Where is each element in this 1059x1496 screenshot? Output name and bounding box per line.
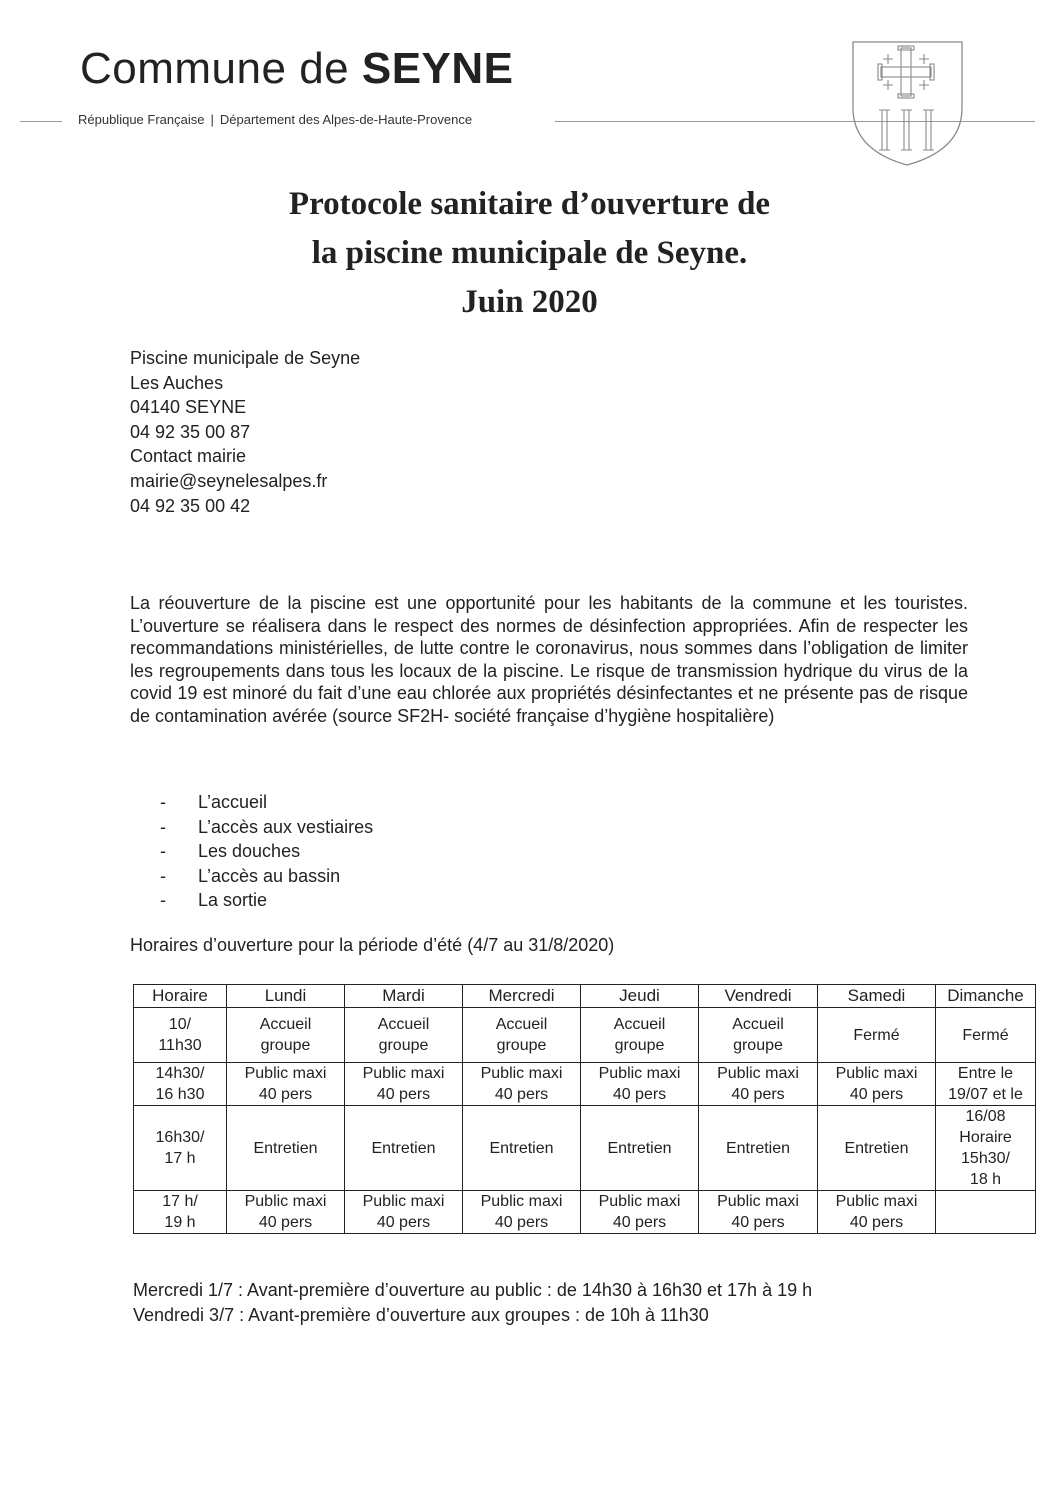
list-item [160,888,373,913]
schedule-cell [581,1191,699,1234]
title-line-1: Protocole sanitaire d’ouverture de [288,186,771,222]
schedule-cell [581,1063,699,1106]
brand-regular: Commune de [80,44,362,93]
schedule-cell-line: 40 pers [258,1214,313,1231]
schedule-cell-line: Entretien [844,1139,909,1157]
subline-right: Département des Alpes-de-Haute-Provence [219,112,473,127]
schedule-cell [227,1191,345,1234]
note-line: Mercredi 1/7 : Avant-première d’ouverture au public : de 14h30 à 16h30 et 17h à 19 h [133,1280,813,1300]
schedule-cell-line: Public maxi [362,1193,445,1210]
schedule-cell [581,1008,699,1063]
time-cell-line: 10/ [168,1016,192,1033]
title-line-3: Juin 2020 [461,284,598,320]
list-item [160,815,373,840]
schedule-cell-line: 16/08 [965,1108,1006,1125]
list-item-text: L’accueil [198,792,268,812]
table-row [134,1063,1036,1106]
schedule-cell-line: Horaire [959,1129,1012,1146]
schedule-cell-line: Fermé [962,1026,1009,1044]
schedule-body [134,1008,1036,1234]
subline-separator: | [210,112,214,127]
schedule-cell [463,1191,581,1234]
schedule-cell-line: Entre le [957,1065,1014,1082]
schedule-cell [936,1191,1036,1234]
bullet-dash: - [160,841,166,862]
schedule-table [133,984,1036,1234]
schedule-cell-line: Public maxi [598,1065,681,1082]
bullet-dash: - [160,865,166,886]
address-line: Piscine municipale de Seyne [130,348,361,368]
schedule-table-wrap [133,984,1036,1234]
bullet-dash: - [160,792,166,812]
time-cell-line: 19 h [164,1214,196,1231]
table-row [134,1008,1036,1063]
schedule-cell [463,1106,581,1191]
schedule-cell-line: Public maxi [835,1065,918,1082]
schedule-cell [936,1063,1036,1106]
column-header: Jeudi [581,985,699,1008]
list-item-text: L’accès au bassin [198,865,341,886]
column-header: Mardi [345,985,463,1008]
schedule-cell [699,1063,818,1106]
schedule-cell [463,1008,581,1063]
schedule-cell [581,1106,699,1191]
time-cell-line: 17 h/ [162,1193,198,1210]
schedule-cell-line: Public maxi [362,1065,445,1082]
schedule-cell [818,1063,936,1106]
schedule-cell-line: Public maxi [717,1065,799,1082]
schedule-cell-line: 40 pers [494,1086,549,1103]
column-header: Dimanche [936,985,1036,1008]
schedule-cell-line: 40 pers [849,1214,904,1231]
schedule-cell-line: 40 pers [376,1086,431,1103]
schedule-cell-line: groupe [378,1037,429,1054]
schedule-cell-line: 18 h [969,1171,1002,1188]
schedule-cell-line: Public maxi [717,1193,799,1210]
schedule-cell [227,1063,345,1106]
list-item [160,839,373,864]
intro-paragraph: La réouverture de la piscine est une opportunité pour les habitants de la commune et les touristes. L’ouverture se réalisera dans le respect des normes de désinfection appropriées. Afin de respecter les recommandations ministérielles, de lutte contre le coronavirus, nous sommes dans l’obligation de limiter les regroupements dans tous les locaux de la piscine. Le risque de transmission hydrique du virus de la covid 19 est minoré du fait d’une eau chlorée aux propriétés désinfectantes et ne présente pas de risque de contamination avérée (source SF2H- société française d’hygiène hospitalière) [130,593,968,726]
list-item [160,790,373,815]
brand-bold: SEYNE [361,44,514,93]
address-line: Contact mairie [130,446,247,467]
jerusalem-cross-coat-of-arms-icon [845,38,970,168]
address-line: 04140 SEYNE [130,397,247,418]
schedule-cell [345,1063,463,1106]
time-cell-line: 16 h30 [155,1086,205,1103]
list-item-text: La sortie [198,890,268,911]
table-header-row [134,985,1036,1008]
document-title [0,180,1059,327]
address-block [130,346,360,518]
schedule-cell [227,1008,345,1063]
title-line-2: la piscine municipale de Seyne. [311,235,748,271]
schedule-cell-line: Public maxi [244,1065,327,1082]
subline-left: République Française [78,112,205,127]
bullet-dash: - [160,890,166,911]
table-row [134,1106,1036,1191]
schedule-cell-line: groupe [614,1037,665,1054]
email-line: mairie@seynelesalpes.fr [130,470,328,491]
schedule-cell-line: 40 pers [612,1086,667,1103]
address-line: Les Auches [130,372,224,393]
schedule-cell-line: 40 pers [376,1214,431,1231]
schedule-cell-line: groupe [496,1037,547,1054]
schedule-cell [699,1008,818,1063]
column-header: Vendredi [699,985,818,1008]
schedule-cell-line: Public maxi [480,1065,563,1082]
list-item-text: L’accès aux vestiaires [198,816,374,837]
time-cell-line: 14h30/ [155,1065,205,1082]
column-header: Lundi [227,985,345,1008]
phone-line: 04 92 35 00 87 [130,421,251,442]
schedule-cell [227,1106,345,1191]
schedule-cell-line: Accueil [613,1016,666,1033]
schedule-cell-line: 40 pers [731,1214,785,1231]
schedule-cell-line: 40 pers [612,1214,667,1231]
subline-rule-left [20,121,62,122]
notes-block [133,1278,812,1327]
time-cell-line: 16h30/ [155,1129,205,1146]
time-cell-line: 11h30 [158,1037,202,1054]
schedule-cell-line: Entretien [725,1139,791,1157]
schedule-cell [345,1106,463,1191]
list-item-text: Les douches [198,841,301,862]
time-cell-line: 17 h [164,1150,196,1167]
schedule-cell-line: 19/07 et le [948,1086,1023,1103]
schedule-cell-line: 40 pers [731,1086,785,1103]
schedule-cell-line: Accueil [732,1016,784,1033]
schedule-cell [345,1008,463,1063]
time-cell [134,1106,227,1191]
schedule-cell-line: 40 pers [494,1214,549,1231]
schedule-cell-line: Public maxi [244,1193,327,1210]
list-item [160,864,373,889]
column-header: Samedi [818,985,936,1008]
schedule-cell [936,1106,1036,1191]
schedule-cell-line: Accueil [377,1016,430,1033]
schedule-cell-line: 40 pers [849,1086,904,1103]
schedule-cell [463,1063,581,1106]
time-cell [134,1191,227,1234]
schedule-cell-line: 15h30/ [961,1150,1010,1167]
schedule-cell-line: groupe [260,1037,311,1054]
schedule-cell-line: Public maxi [480,1193,563,1210]
schedule-cell [345,1191,463,1234]
schedule-cell [818,1106,936,1191]
zones-list [160,790,373,913]
commune-brand [80,44,514,94]
schedule-cell-line: Entretien [253,1139,318,1157]
schedule-cell [818,1008,936,1063]
schedule-cell-line: Accueil [259,1016,312,1033]
schedule-cell-line: Entretien [607,1139,672,1157]
schedule-cell-line: Fermé [853,1026,900,1044]
time-cell [134,1008,227,1063]
phone-line: 04 92 35 00 42 [130,495,251,516]
note-line: Vendredi 3/7 : Avant-première d’ouverture aux groupes : de 10h à 11h30 [133,1304,709,1325]
schedule-cell-line: Public maxi [835,1193,918,1210]
schedule-cell [936,1008,1036,1063]
schedule-cell-line: Public maxi [598,1193,681,1210]
schedule-cell [699,1191,818,1234]
schedule-cell-line: Accueil [495,1016,548,1033]
time-cell [134,1063,227,1106]
column-header: Horaire [134,985,227,1008]
schedule-cell [818,1191,936,1234]
column-header: Mercredi [463,985,581,1008]
bullet-dash: - [160,816,166,837]
schedule-cell-line: groupe [733,1037,783,1054]
hours-title: Horaires d’ouverture pour la période d’été (4/7 au 31/8/2020) [130,935,615,955]
schedule-cell-line: Entretien [371,1139,436,1157]
subline-text [78,112,472,127]
table-row [134,1191,1036,1234]
schedule-cell [699,1106,818,1191]
schedule-cell-line: 40 pers [258,1086,313,1103]
schedule-cell-line: Entretien [489,1139,554,1157]
